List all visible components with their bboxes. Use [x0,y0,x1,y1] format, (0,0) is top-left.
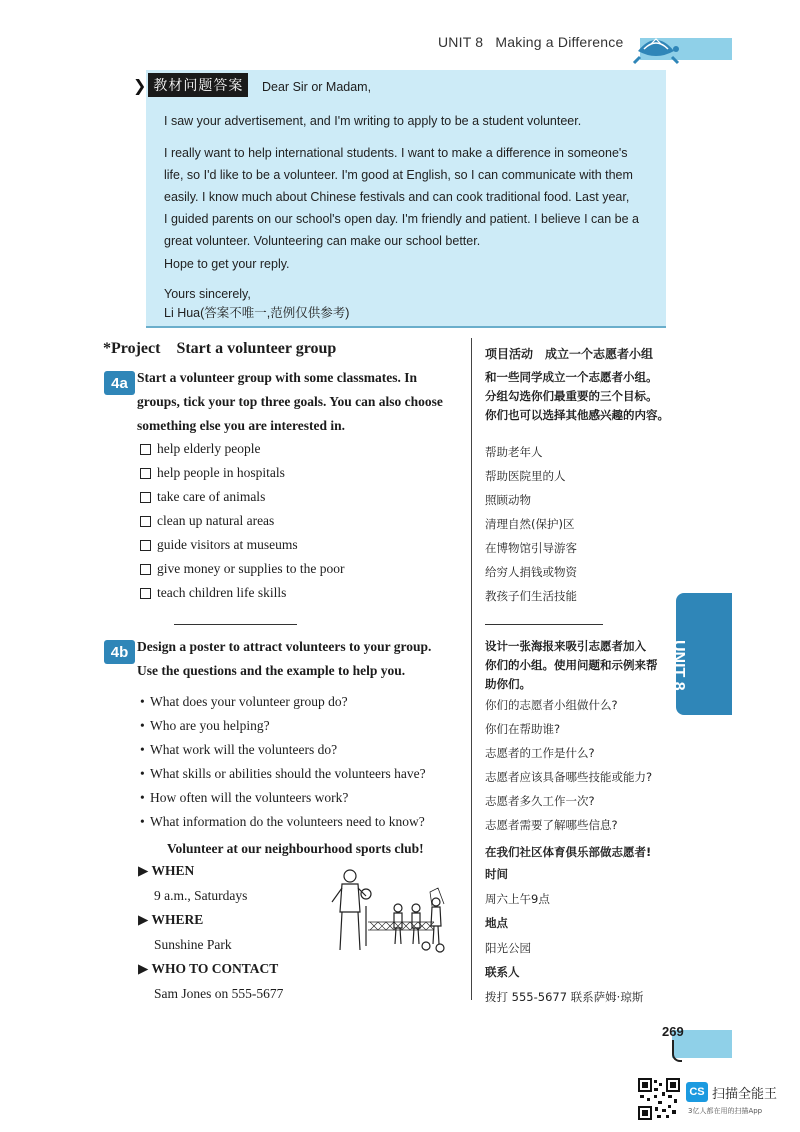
letter-line: life, so I'd like to be a volunteer. I'm good at English, so I can communicate with them [164,168,633,182]
camscanner-name: 扫描全能王 [712,1087,778,1102]
letter-signature: Li Hua(答案不唯一,范例仅供参考) [164,306,350,320]
where-value: Sunshine Park [154,937,232,952]
task-4b-instruction [137,635,465,683]
checkbox[interactable] [140,492,151,503]
goal-label: guide visitors at museums [157,537,298,552]
unit-side-tab-label: UNIT 8 [670,640,687,691]
goal-cn: 帮助老年人 [485,445,543,459]
header-title: Making a Difference [495,34,624,50]
letter-paragraph-3: Hope to get your reply. [164,257,290,271]
checkbox[interactable] [140,564,151,575]
letter-line: I really want to help international students. I want to make a difference in someone's [164,146,628,160]
goal-cn: 在博物馆引导游客 [485,541,577,555]
letter-greeting: Dear Sir or Madam, [262,80,372,94]
where-heading [138,912,203,928]
checkbox[interactable] [140,444,151,455]
chevron-right-icon: ❯ [133,75,147,95]
when-label: WHEN [151,863,195,878]
where-label-cn: 地点 [485,916,508,930]
triangle-right-icon: ▶ [138,912,149,927]
question-text: What work will the volunteers do? [150,742,338,757]
triangle-right-icon: ▶ [138,961,149,976]
page-hook [672,1040,682,1062]
task-4b-badge: 4b [104,640,135,664]
contact-value: Sam Jones on 555-5677 [154,986,284,1001]
goal-item[interactable] [140,441,260,457]
triangle-right-icon: ▶ [138,863,149,878]
instruction-cn-line: 助你们。 [485,677,531,691]
task-4a-instruction-cn [485,368,680,425]
checkbox[interactable] [140,540,151,551]
checkbox[interactable] [140,516,151,527]
running-header [438,34,623,50]
goal-item[interactable] [140,561,344,577]
letter-line: easily. I know much about Chinese festivals and can cook traditional food. Last year, [164,190,630,204]
instruction-cn-line: 你们的小组。使用问题和示例来帮 [485,658,658,672]
letter-paragraph-1: I saw your advertisement, and I'm writing to apply to be a student volunteer. [164,114,582,128]
instruction-line: groups, tick your top three goals. You can also choose [137,394,443,409]
checkbox[interactable] [140,588,151,599]
goal-label: give money or supplies to the poor [157,561,345,576]
task-4b-instruction-cn [485,637,680,694]
instruction-cn-line: 和一些同学成立一个志愿者小组。 [485,370,658,384]
question-cn: 志愿者应该具备哪些技能或能力? [485,770,653,784]
question-text: Who are you helping? [150,718,270,733]
question-cn: 志愿者的工作是什么? [485,746,595,760]
question-item: • How often will the volunteers work? [140,790,349,805]
question-text: What skills or abilities should the volunteers have? [150,766,426,781]
question-item: • What information do the volunteers need to know? [140,814,425,829]
page-number: 269 [662,1024,684,1039]
qr-code-icon [638,1078,680,1120]
task-4a-instruction [137,366,465,438]
question-text: What information do the volunteers need to know? [150,814,425,829]
letter-line: I guided parents on our school's open day. I'm friendly and patient. I believe I can be a [164,212,639,226]
answer-tag-label: 教材问题答案 [148,73,248,97]
letter-line: great volunteer. Volunteering can make our school better. [164,234,481,248]
letter-closing: Yours sincerely, [164,287,251,301]
goal-label: clean up natural areas [157,513,275,528]
sea-turtle-logo-icon [632,27,680,67]
letter-paragraph-2 [164,142,659,252]
column-divider [471,338,472,1000]
project-name: Start a volunteer group [176,340,337,357]
project-title-cn: 项目活动 成立一个志愿者小组 [485,347,654,361]
question-item: • Who are you helping? [140,718,270,733]
question-item: • What does your volunteer group do? [140,694,348,709]
goal-cn: 给穷人捐钱或物资 [485,565,577,579]
task-4a-badge: 4a [104,371,135,395]
camscanner-logo-icon: CS [686,1082,708,1102]
checkbox[interactable] [140,468,151,479]
goal-cn: 帮助医院里的人 [485,469,566,483]
contact-label-cn: 联系人 [485,965,520,979]
section-rule [174,624,297,625]
where-value-cn: 阳光公园 [485,941,531,955]
project-title [103,340,336,358]
contact-value-cn: 拨打 555-5677 联系萨姆·琼斯 [485,990,644,1004]
question-text: What does your volunteer group do? [150,694,348,709]
question-cn: 你们在帮助谁? [485,722,561,736]
instruction-line: Start a volunteer group with some classmates. In [137,370,417,385]
when-value: 9 a.m., Saturdays [154,888,248,903]
camscanner-slogan: 3亿人都在用的扫描App [688,1107,763,1115]
goal-cn: 照顾动物 [485,493,531,507]
instruction-line: Design a poster to attract volunteers to your group. [137,639,432,654]
instruction-line: Use the questions and the example to help you. [137,663,406,678]
goal-item[interactable] [140,489,265,505]
question-text: How often will the volunteers work? [150,790,349,805]
where-label: WHERE [151,912,204,927]
header-unit: UNIT 8 [438,34,484,50]
section-rule-cn [485,624,603,625]
goal-item[interactable] [140,537,298,553]
poster-title: Volunteer at our neighbourhood sports club! [167,841,424,856]
contact-heading [138,961,278,977]
answer-tag [133,73,248,97]
goal-item[interactable] [140,513,274,529]
goal-item[interactable] [140,465,285,481]
instruction-line: something else you are interested in. [137,418,345,433]
goal-label: help people in hospitals [157,465,285,480]
goal-label: take care of animals [157,489,266,504]
when-label-cn: 时间 [485,867,508,881]
poster-title-cn: 在我们社区体育俱乐部做志愿者! [485,845,652,859]
goal-cn: 清理自然(保护)区 [485,517,575,531]
contact-label: WHO TO CONTACT [151,961,279,976]
goal-label: teach children life skills [157,585,287,600]
question-item: • What skills or abilities should the volunteers have? [140,766,426,781]
question-cn: 志愿者多久工作一次? [485,794,595,808]
instruction-cn-line: 你们也可以选择其他感兴趣的内容。 [485,408,669,422]
question-cn: 你们的志愿者小组做什么? [485,698,618,712]
goal-label: help elderly people [157,441,261,456]
goal-cn: 教孩子们生活技能 [485,589,577,603]
question-cn: 志愿者需要了解哪些信息? [485,818,618,832]
when-value-cn: 周六上午9点 [485,892,550,906]
sports-club-illustration [322,866,457,954]
goal-item[interactable] [140,585,286,601]
instruction-cn-line: 分组勾选你们最重要的三个目标。 [485,389,658,403]
project-prefix: *Project [103,340,161,357]
instruction-cn-line: 设计一张海报来吸引志愿者加入 [485,639,646,653]
when-heading [138,863,194,879]
question-item: • What work will the volunteers do? [140,742,338,757]
